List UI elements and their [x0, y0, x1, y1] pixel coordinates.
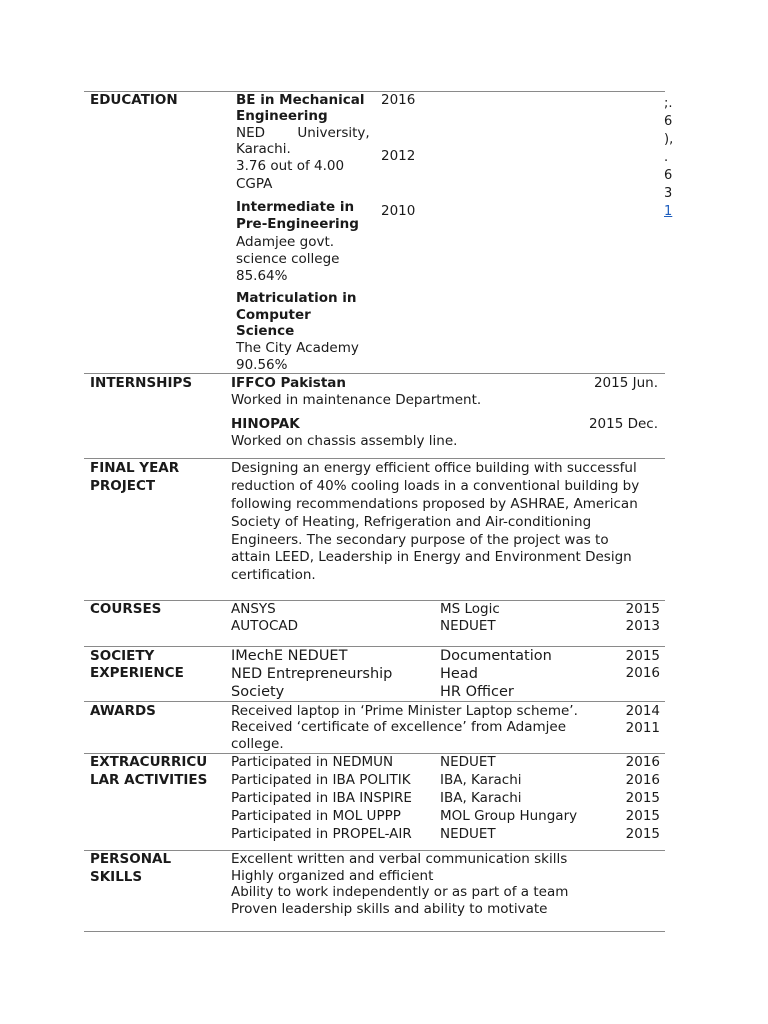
project-line: reduction of 40% cooling loads in a conventional building by — [231, 478, 640, 494]
course-name: AUTOCAD — [231, 618, 299, 634]
section-heading: FINAL YEAR — [90, 460, 180, 476]
course-org: MS Logic — [440, 601, 500, 617]
description: Worked on chassis assembly line. — [231, 433, 458, 449]
activity: Participated in MOL UPPP — [231, 808, 401, 824]
degree-title: BE in Mechanical — [236, 92, 365, 108]
society-role: Documentation — [440, 648, 552, 664]
year: 2012 — [381, 148, 416, 164]
degree-title: Pre-Engineering — [236, 216, 359, 232]
degree-title: Matriculation in — [236, 290, 357, 306]
degree-title: Engineering — [236, 108, 328, 124]
skill-line: Excellent written and verbal communication skills — [231, 851, 568, 867]
degree-title: Intermediate in — [236, 199, 355, 215]
year: 2016 — [625, 772, 660, 788]
section-heading: AWARDS — [90, 703, 156, 719]
society-name: IMechE NEDUET — [231, 648, 348, 664]
institution: science college — [236, 251, 340, 267]
clipped-margin-text: ;. 6 ), . 6 3 1 — [664, 96, 674, 219]
society-name: NED Entrepreneurship — [231, 666, 393, 682]
section-heading: SKILLS — [90, 869, 143, 885]
date: 2015 Jun. — [593, 375, 658, 391]
award-line: Received ‘certificate of excellence’ from Adamjee — [231, 719, 567, 735]
award-line: college. — [231, 736, 284, 752]
section-heading: SOCIETY — [90, 648, 155, 664]
activity-org: IBA, Karachi — [440, 772, 522, 788]
activity: Participated in PROPEL-AIR — [231, 826, 412, 842]
institution: Adamjee govt. — [236, 234, 335, 250]
section-heading: LAR ACTIVITIES — [90, 772, 208, 788]
year: 2015 — [625, 826, 660, 842]
grade: 85.64% — [236, 268, 288, 284]
project-line: following recommendations proposed by ASHRAE, American — [231, 496, 638, 512]
section-heading: EXPERIENCE — [90, 665, 184, 681]
section-heading: COURSES — [90, 601, 162, 617]
year: 2015 — [625, 808, 660, 824]
degree-title: Computer — [236, 307, 311, 323]
rule-society — [84, 646, 665, 647]
year: 2015 — [625, 790, 660, 806]
activity: Participated in IBA POLITIK — [231, 772, 411, 788]
institution: The City Academy — [236, 340, 359, 356]
date: 2015 Dec. — [588, 416, 658, 432]
description: Worked in maintenance Department. — [231, 392, 482, 408]
year: 2016 — [625, 754, 660, 770]
year: 2015 — [625, 601, 660, 617]
section-heading: PROJECT — [90, 478, 156, 494]
society-role: Head — [440, 666, 478, 682]
degree-title: Science — [236, 323, 295, 339]
institution: Karachi. — [236, 141, 291, 157]
company-name: HINOPAK — [231, 416, 300, 432]
grade: CGPA — [236, 176, 273, 192]
activity-org: IBA, Karachi — [440, 790, 522, 806]
course-name: ANSYS — [231, 601, 276, 617]
institution: NED University, — [236, 125, 370, 141]
society-role: HR Officer — [440, 684, 514, 700]
year: 2014 — [625, 703, 660, 719]
rule-courses — [84, 600, 665, 601]
project-line: certification. — [231, 567, 316, 583]
skill-line: Proven leadership skills and ability to motivate — [231, 901, 548, 917]
section-heading: INTERNSHIPS — [90, 375, 193, 391]
year: 2016 — [625, 665, 660, 681]
course-org: NEDUET — [440, 618, 496, 634]
year: 2013 — [625, 618, 660, 634]
bottom-rule — [84, 931, 665, 932]
rule-internships — [84, 373, 665, 374]
year: 2010 — [381, 203, 416, 219]
project-line: Society of Heating, Refrigeration and Air-conditioning — [231, 514, 592, 530]
activity-org: NEDUET — [440, 754, 496, 770]
project-line: Designing an energy efficient office building with successful — [231, 460, 637, 476]
project-line: Engineers. The secondary purpose of the project was to — [231, 532, 609, 548]
project-line: attain LEED, Leadership in Energy and Environment Design — [231, 549, 632, 565]
grade: 3.76 out of 4.00 — [236, 158, 345, 174]
section-heading: EDUCATION — [90, 92, 178, 108]
activity-org: NEDUET — [440, 826, 496, 842]
clipped-link: 1 — [664, 204, 673, 219]
activity-org: MOL Group Hungary — [440, 808, 578, 824]
section-heading: PERSONAL — [90, 851, 172, 867]
year: 2011 — [625, 720, 660, 736]
award-line: Received laptop in ‘Prime Minister Laptop scheme’. — [231, 703, 578, 719]
rule-project — [84, 458, 665, 459]
society-name: Society — [231, 684, 285, 700]
section-heading: EXTRACURRICU — [90, 754, 208, 770]
year: 2015 — [625, 648, 660, 664]
activity: Participated in NEDMUN — [231, 754, 394, 770]
skill-line: Ability to work independently or as part of a team — [231, 884, 569, 900]
year: 2016 — [381, 92, 416, 108]
activity: Participated in IBA INSPIRE — [231, 790, 412, 806]
rule-awards — [84, 701, 665, 702]
company-name: IFFCO Pakistan — [231, 375, 347, 391]
skill-line: Highly organized and efficient — [231, 868, 434, 884]
grade: 90.56% — [236, 357, 288, 373]
